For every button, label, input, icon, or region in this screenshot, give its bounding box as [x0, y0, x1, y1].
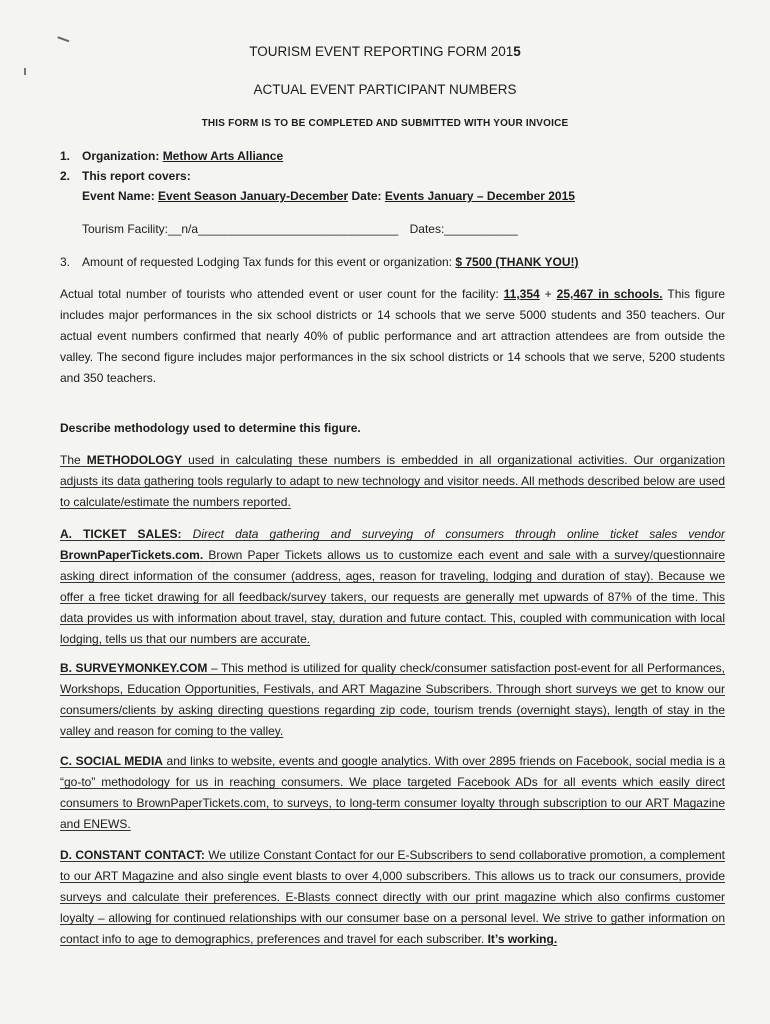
section-a-heading: A. TICKET SALES:: [60, 527, 182, 541]
event-name-value: Event Season January-December: [158, 189, 349, 203]
methodology-intro: The METHODOLOGY used in calculating these numbers is embedded in all organizational activities. Our organization adjusts its data gathering tools regularly to adapt to new technology and visitor needs. All methods described below are used to calculate/estimate the numbers reported.: [60, 453, 726, 509]
methodology-heading: Describe methodology used to determine this figure.: [60, 421, 361, 435]
facility-value: __n/a______________________________: [168, 222, 399, 236]
section-b-heading: B. SURVEYMONKEY.COM: [60, 661, 208, 675]
section-ticket-sales: A. TICKET SALES: Direct data gathering and surveying of consumers through online ticket sales vendor BrownPaperTickets.com. Brown Paper Tickets allows us to customize each event and sale with a survey/questionnaire asking direct information of the consumer (address, ages, reason for traveling, lodging and duration of stay). Because we offer a free ticket drawing for all feedback/survey takers, our requests are generally met upwards of 87% of the time. This data provides us with information about travel, stay, duration and future contact. This, coupled with communication with local lodging, tells us that our numbers are accurate.: [60, 527, 726, 646]
form-title: TOURISM EVENT REPORTING FORM 2015: [249, 44, 521, 59]
section-surveymonkey: B. SURVEYMONKEY.COM – This method is utilized for quality check/consumer satisfaction post-event for all Performances, Workshops, Education Opportunities, Festivals, and ART Magazine Subscribers. Through short surveys we get to know our consumers/clients by asking directing questions regarding zip code, tourism trends (overnight stays), length of stay in the valley and reason for coming to the valley.: [60, 661, 725, 738]
pen-mark: [24, 68, 26, 75]
form-subtitle: ACTUAL EVENT PARTICIPANT NUMBERS: [253, 82, 517, 97]
handwritten-year-digit: 5: [513, 44, 521, 59]
lodging-tax-amount: $ 7500 (THANK YOU!): [455, 255, 579, 269]
facility-line: Tourism Facility:__n/a______________________________ Dates:___________: [82, 222, 518, 236]
facility-dates-value: ___________: [444, 222, 518, 236]
section-d-heading: D. CONSTANT CONTACT:: [60, 848, 205, 862]
actual-count-paragraph: Actual total number of tourists who attended event or user count for the facility: 11,354 + 25,467 in schools. This figure includes major performances in the six school districts or 14 schools that we serve 5000 students and 350 teachers. Our actual event numbers confirmed that nearly 40% of public performance and art attraction attendees are from outside the valley. The second figure includes major performances in the six school districts or 14 schools that we serve, 5200 students and 350 teachers.: [60, 287, 726, 385]
closing-statement: It’s working.: [487, 932, 558, 946]
section-constant-contact: D. CONSTANT CONTACT: We utilize Constant Contact for our E-Subscribers to send collaborative promotion, a complement to our ART Magazine and also single event blasts to over 4,000 subscribers. This allows us to track our consumers, provide surveys and calculate their preferences. E-Blasts connect directly with our print magazine which also confirms customer loyalty – allowing for continued relationships with our consumer base on a personal level. We strive to gather information on contact info to age to demographics, preferences and travel for each subscriber. It’s working.: [60, 848, 725, 946]
event-name-line: Event Name: Event Season January-December Date: Events January – December 2015: [82, 189, 575, 203]
event-date-value: Events January – December 2015: [384, 189, 575, 203]
section-c-heading: C. SOCIAL MEDIA: [60, 754, 163, 768]
organization-line: 1. Organization: Methow Arts Alliance: [60, 149, 284, 163]
section-social-media: C. SOCIAL MEDIA and links to website, events and google analytics. With over 2895 friends on Facebook, social media is a “go-to” methodology for us in reaching consumers. We place targeted Facebook ADs for all events which easily direct consumers to BrownPaperTickets.com, to surveys, to long-term consumer loyalty through subscription to our ART Magazine and ENEWS.: [60, 754, 726, 831]
tourist-count: 11,354: [503, 287, 540, 301]
submission-notice: THIS FORM IS TO BE COMPLETED AND SUBMITTED WITH YOUR INVOICE: [201, 118, 569, 129]
lodging-tax-line: 3. Amount of requested Lodging Tax funds for this event or organization: $ 7500 (THANK YOU!): [60, 255, 579, 269]
report-covers-line: 2. This report covers:: [60, 169, 191, 183]
school-count: 25,467 in schools.: [556, 287, 663, 301]
organization-name: Methow Arts Alliance: [162, 149, 284, 163]
